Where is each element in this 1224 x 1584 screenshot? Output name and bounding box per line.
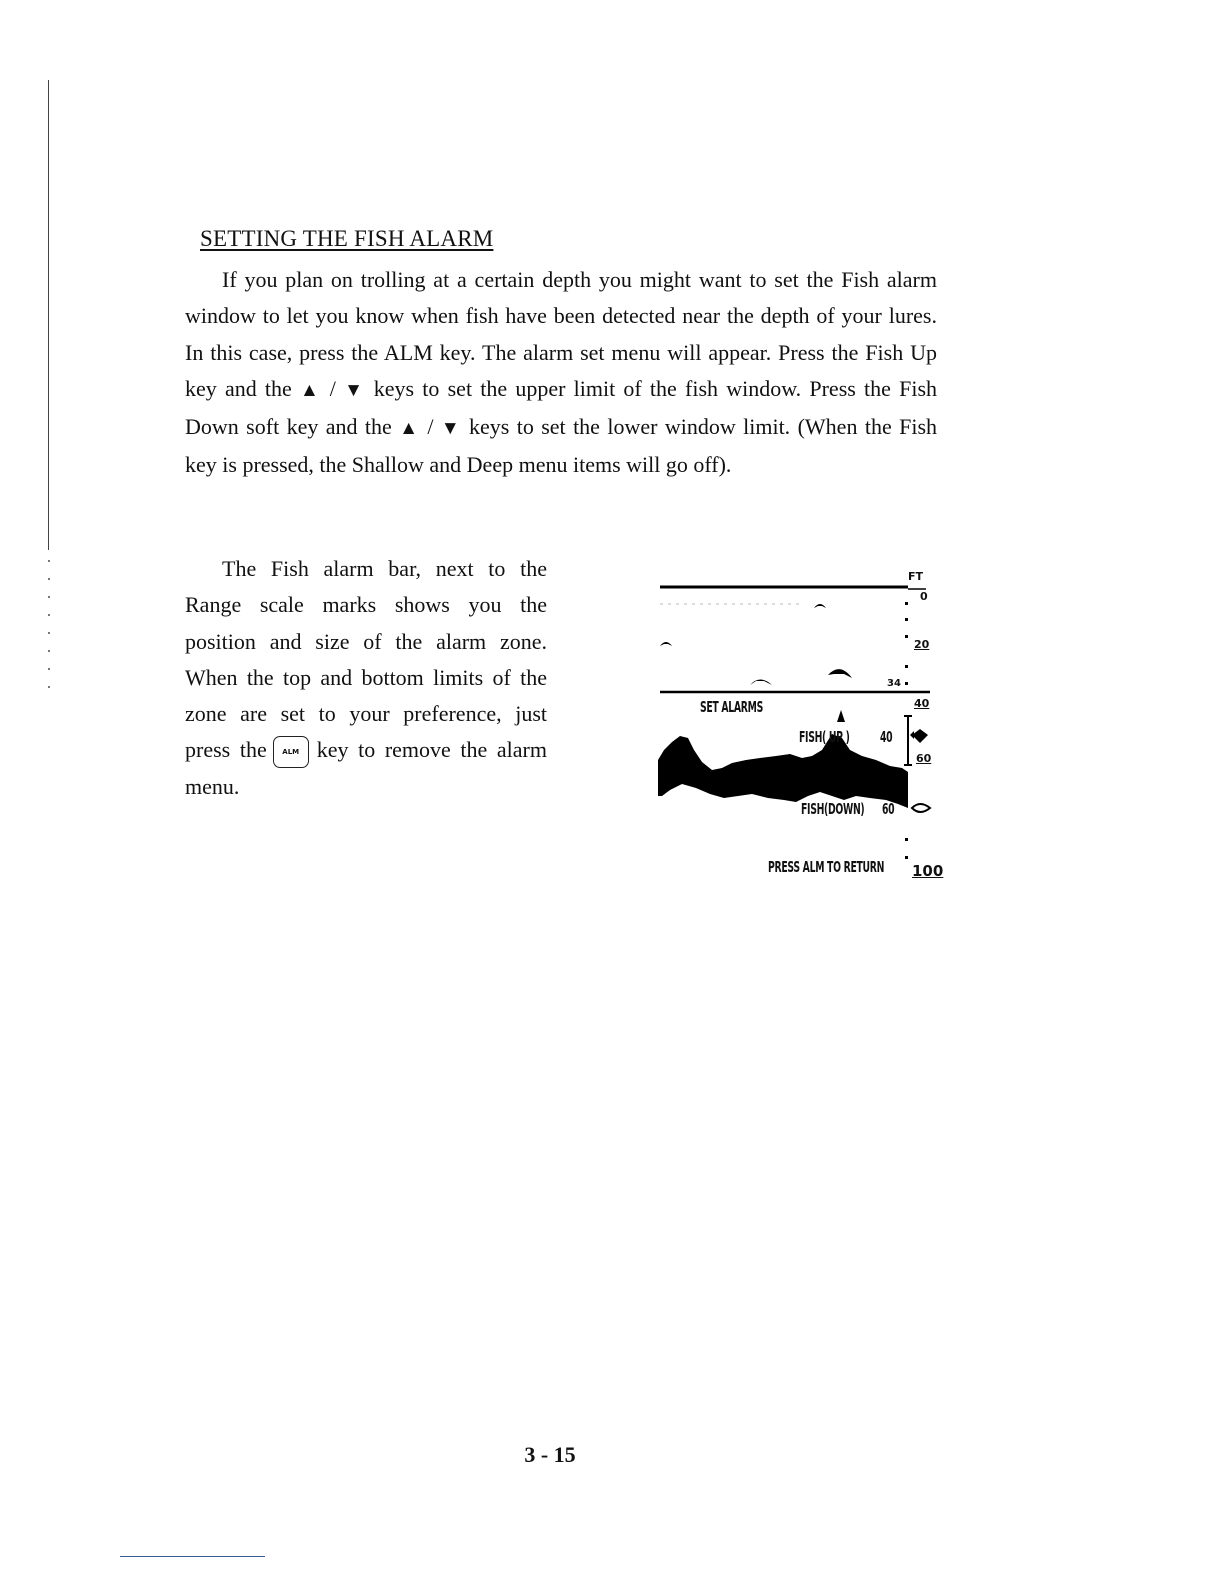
intro-text-part3: keys to set the lower window limit. (When the Fish key is pressed, the Shallow and Deep menu items will go off). bbox=[185, 414, 938, 478]
alarm-bar-text: The Fish alarm bar, next to the Range scale marks shows you the position and size of the alarm zone. When the top and bottom limits of the zone are set to your preference, just press the bbox=[185, 556, 547, 763]
page-number: 3 - 15 bbox=[524, 1442, 576, 1467]
intro-text-part2: keys to set the upper limit of the fish window. Press the Fish Down soft key and the bbox=[185, 375, 938, 440]
scale-mark-0: 0 bbox=[920, 590, 928, 603]
alarm-bar-paragraph bbox=[185, 551, 547, 805]
slash-separator: / bbox=[427, 414, 434, 440]
section-heading: SETTING THE FISH ALARM bbox=[200, 226, 494, 251]
scan-margin-line bbox=[48, 80, 49, 550]
fish-up-label: FISH( UP ) bbox=[799, 728, 850, 746]
slash-separator: / bbox=[329, 375, 336, 401]
intro-text-part1: If you plan on trolling at a certain depth you might want to set the Fish alarm window to let you know when fish have been detected near the depth of your lures. In this case, press the ALM key. The alarm set menu will appear. Press the Fish Up key and the bbox=[185, 267, 937, 401]
intro-paragraph bbox=[185, 262, 937, 484]
footer-instruction: PRESS ALM TO RETURN bbox=[768, 858, 885, 876]
fish-up-value: 40 bbox=[880, 728, 893, 746]
fish-down-value: 60 bbox=[882, 800, 895, 818]
down-arrow-icon: ▼ bbox=[344, 379, 366, 401]
fish-down-label: FISH(DOWN) bbox=[801, 800, 865, 818]
alarm-bar-text-end: key to remove the alarm menu. bbox=[185, 737, 547, 799]
depth-marker: 34 bbox=[887, 678, 901, 689]
scale-mark-20: 20 bbox=[914, 638, 930, 651]
alm-key-icon: ALM bbox=[273, 736, 309, 768]
scale-mark-40: 40 bbox=[914, 697, 930, 710]
sounder-display-figure bbox=[650, 560, 950, 900]
menu-title: SET ALARMS bbox=[700, 698, 763, 716]
unit-label: FT bbox=[908, 570, 924, 583]
up-arrow-icon: ▲ bbox=[399, 418, 420, 440]
scale-mark-60: 60 bbox=[916, 752, 932, 765]
scan-margin-dots bbox=[48, 560, 50, 700]
up-arrow-icon: ▲ bbox=[300, 379, 322, 401]
scale-mark-100: 100 bbox=[912, 862, 944, 880]
down-arrow-icon: ▼ bbox=[440, 418, 462, 440]
scan-bottom-line bbox=[120, 1556, 265, 1557]
